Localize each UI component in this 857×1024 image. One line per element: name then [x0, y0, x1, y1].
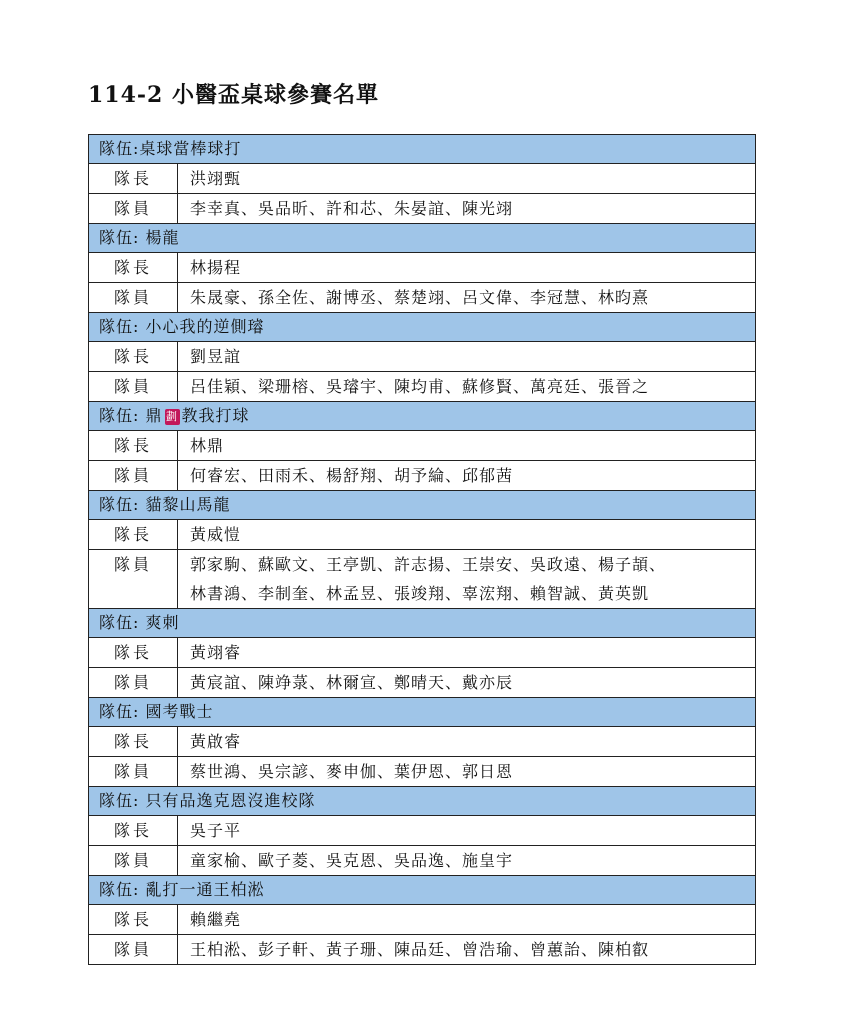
members-line: 呂佳穎、梁珊榕、吳璿宇、陳均甫、蘇修賢、萬亮廷、張晉之 — [190, 377, 650, 396]
team-header — [89, 608, 755, 637]
members-line: 郭家駒、蘇歐文、王亭凱、許志揚、王崇安、吳政遠、楊子頡、 — [190, 555, 667, 574]
members-names — [178, 372, 755, 401]
captain-label: 隊長 — [89, 727, 178, 756]
members-line: 黃宸誼、陳竫菉、林爾宣、鄭晴天、戴亦辰 — [190, 673, 514, 692]
members-row — [89, 934, 755, 964]
captain-row — [89, 163, 755, 193]
members-label: 隊員 — [89, 846, 178, 875]
team-name: 貓黎山馬龍 — [145, 495, 231, 514]
captain-name-text: 黃威愷 — [190, 525, 242, 544]
team-prefix: 隊伍: — [99, 495, 140, 514]
seal-icon: 劃 — [166, 409, 179, 423]
team-header — [89, 875, 755, 904]
team-header — [89, 223, 755, 252]
team-prefix: 隊伍: — [99, 613, 140, 632]
members-line: 林書鴻、李制奎、林孟昱、張竣翔、辜浤翔、賴智誠、黃英凱 — [190, 584, 650, 603]
members-label: 隊員 — [89, 194, 178, 223]
captain-name-text: 黃啟睿 — [190, 732, 242, 751]
captain-label: 隊長 — [89, 816, 178, 845]
captain-label: 隊長 — [89, 520, 178, 549]
members-row — [89, 549, 755, 608]
members-names — [178, 668, 755, 697]
members-row — [89, 193, 755, 223]
members-line: 蔡世鴻、吳宗諺、麥申伽、葉伊恩、郭日恩 — [190, 762, 514, 781]
captain-name-text: 洪翊甄 — [190, 169, 242, 188]
captain-name — [178, 816, 755, 845]
captain-row — [89, 519, 755, 549]
team-header — [89, 697, 755, 726]
captain-name — [178, 727, 755, 756]
members-label: 隊員 — [89, 372, 178, 401]
members-row — [89, 282, 755, 312]
captain-label: 隊長 — [89, 905, 178, 934]
members-label: 隊員 — [89, 461, 178, 490]
captain-name-text: 賴繼堯 — [190, 910, 242, 929]
captain-label: 隊長 — [89, 164, 178, 193]
members-label: 隊員 — [89, 935, 178, 964]
members-row — [89, 845, 755, 875]
team-name: 國考戰士 — [145, 702, 214, 721]
members-line: 王柏淞、彭子軒、黃子珊、陳品廷、曾浩瑜、曾蕙詒、陳柏叡 — [190, 940, 650, 959]
captain-name — [178, 164, 755, 193]
members-row — [89, 667, 755, 697]
captain-label: 隊長 — [89, 431, 178, 460]
captain-row — [89, 815, 755, 845]
members-row — [89, 460, 755, 490]
roster-table — [88, 134, 756, 965]
members-line: 朱晟豪、孫全佐、謝博丞、蔡楚翊、呂文偉、李冠慧、林昀熹 — [190, 288, 650, 307]
captain-row — [89, 341, 755, 371]
captain-name — [178, 431, 755, 460]
team-header — [89, 135, 755, 163]
team-header — [89, 312, 755, 341]
team-prefix: 隊伍: — [99, 228, 140, 247]
captain-name — [178, 342, 755, 371]
captain-name — [178, 520, 755, 549]
team-name: 爽刺 — [145, 613, 180, 632]
team-name: 桌球當棒球打 — [139, 139, 242, 158]
team-prefix: 隊伍: — [99, 406, 140, 425]
captain-name-text: 林鼎 — [190, 436, 225, 455]
members-label: 隊員 — [89, 550, 178, 608]
members-names — [178, 194, 755, 223]
members-names — [178, 935, 755, 964]
captain-label: 隊長 — [89, 342, 178, 371]
members-names — [178, 846, 755, 875]
team-name: 楊龍 — [145, 228, 180, 247]
page-title: 114-2 小醫盃桌球參賽名單 — [88, 82, 380, 108]
team-name: 亂打一通王柏淞 — [145, 880, 265, 899]
captain-row — [89, 430, 755, 460]
members-line: 李幸真、吳品昕、許和芯、朱晏誼、陳光翊 — [190, 199, 514, 218]
members-label: 隊員 — [89, 668, 178, 697]
team-prefix: 隊伍: — [99, 317, 140, 336]
captain-label: 隊長 — [89, 638, 178, 667]
captain-row — [89, 904, 755, 934]
team-prefix: 隊伍: — [99, 880, 140, 899]
captain-name-text: 劉昱誼 — [190, 347, 242, 366]
members-names — [178, 461, 755, 490]
captain-row — [89, 252, 755, 282]
members-row — [89, 371, 755, 401]
team-prefix: 隊伍: — [99, 139, 140, 158]
team-name-after: 教我打球 — [181, 406, 250, 425]
team-header — [89, 786, 755, 815]
team-name: 只有品逸克恩沒進校隊 — [145, 791, 316, 810]
members-line: 何睿宏、田雨禾、楊舒翔、胡予綸、邱郁茜 — [190, 466, 514, 485]
members-label: 隊員 — [89, 757, 178, 786]
team-name: 小心我的逆側璿 — [145, 317, 265, 336]
captain-name-text: 吳子平 — [190, 821, 242, 840]
members-names — [178, 550, 755, 608]
team-prefix: 隊伍: — [99, 702, 140, 721]
members-names — [178, 283, 755, 312]
members-line: 童家榆、歐子菱、吳克恩、吳品逸、施皇宇 — [190, 851, 514, 870]
captain-row — [89, 726, 755, 756]
members-label: 隊員 — [89, 283, 178, 312]
members-row — [89, 756, 755, 786]
captain-name — [178, 638, 755, 667]
captain-name — [178, 905, 755, 934]
captain-name-text: 黃翊睿 — [190, 643, 242, 662]
team-prefix: 隊伍: — [99, 791, 140, 810]
captain-row — [89, 637, 755, 667]
team-header — [89, 490, 755, 519]
captain-name-text: 林揚程 — [190, 258, 242, 277]
team-name-before: 鼎 — [145, 406, 163, 425]
captain-name — [178, 253, 755, 282]
members-names — [178, 757, 755, 786]
captain-label: 隊長 — [89, 253, 178, 282]
team-header — [89, 401, 755, 430]
